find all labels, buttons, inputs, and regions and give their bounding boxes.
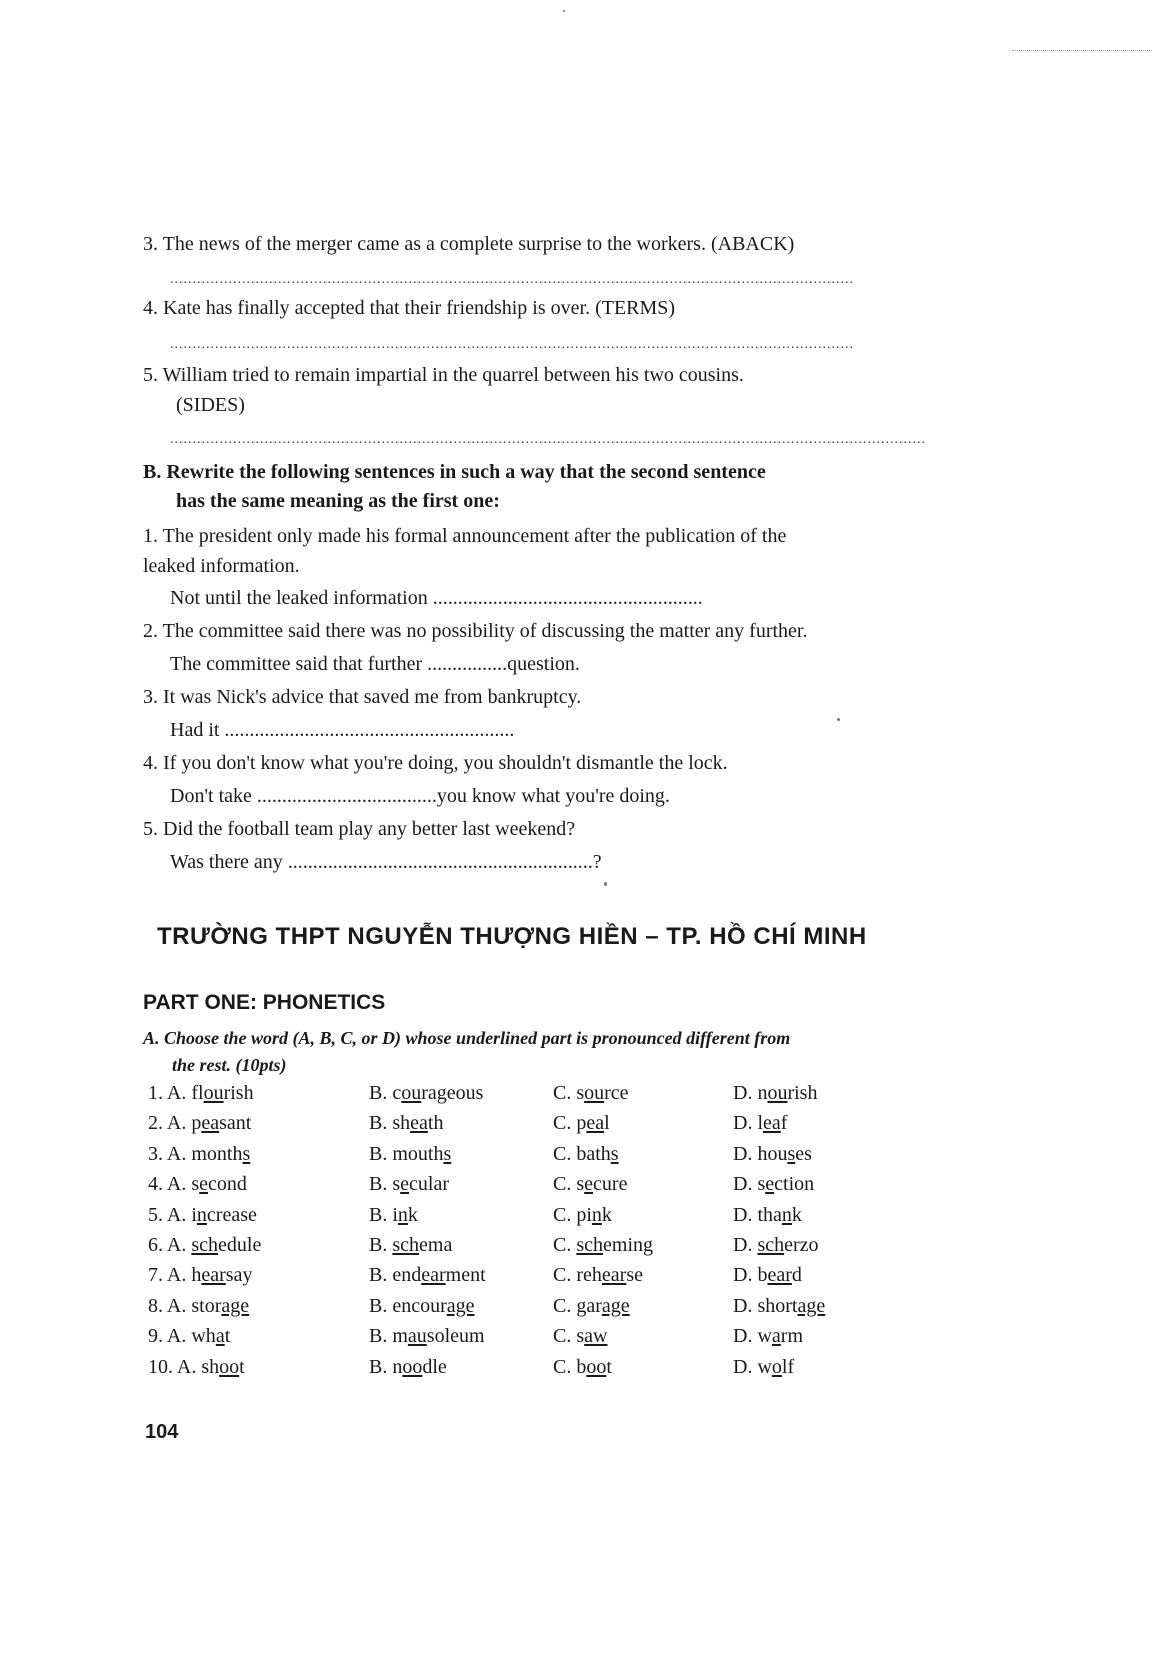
row-number: 5. [148, 1203, 163, 1226]
option-label: B. [369, 1082, 388, 1104]
prompt-b4: Don't take ....................................you know what you're doing. [170, 785, 670, 807]
underlined-part: ear [767, 1264, 792, 1287]
underlined-part: ou [767, 1082, 788, 1104]
option-b [369, 1080, 483, 1106]
underlined-part: n [196, 1203, 207, 1226]
option-c [553, 1293, 630, 1319]
answer-line: ........................................................................................................................................................ [170, 337, 854, 352]
word-part: mouth [392, 1142, 444, 1165]
option-label: B. [369, 1173, 388, 1196]
option-label: B. [369, 1234, 388, 1256]
option-b [369, 1323, 485, 1349]
page-number: 104 [145, 1421, 179, 1443]
option-d [733, 1293, 825, 1319]
option-c [553, 1232, 653, 1258]
option-b [369, 1110, 443, 1136]
sentence-a3 [143, 231, 794, 257]
word-part: es [795, 1142, 812, 1165]
underlined-part: ea [763, 1112, 781, 1135]
row-number: 6. [148, 1234, 163, 1256]
word-part: stor [191, 1294, 222, 1317]
row-number: 3. [148, 1142, 163, 1165]
option-d [733, 1202, 802, 1228]
word-part: crease [206, 1203, 257, 1226]
option-label: D. [733, 1173, 753, 1196]
option-c [553, 1171, 627, 1197]
underlined-part: age [601, 1294, 630, 1317]
option-a [148, 1354, 245, 1380]
option-c [553, 1080, 629, 1106]
word-part: cure [593, 1173, 628, 1196]
underlined-part: s [242, 1142, 251, 1165]
prompt-b5: Was there any .............................................................? [170, 851, 602, 873]
word-part: k [407, 1203, 418, 1226]
option-label: C. [553, 1142, 572, 1165]
word-part: sh [392, 1112, 411, 1135]
underlined-part: oo [219, 1355, 240, 1378]
word-part: i [191, 1203, 197, 1226]
underlined-part: ea [586, 1112, 605, 1135]
word-part: t [606, 1355, 612, 1378]
item-number: 3. [143, 233, 158, 255]
prompt-b1: Not until the leaked information ...................................................... [170, 587, 703, 609]
word-part: short [757, 1294, 798, 1317]
underlined-part: a [771, 1325, 781, 1348]
underlined-part: sch [757, 1234, 785, 1256]
option-label: D. [733, 1355, 753, 1378]
underlined-part: s [443, 1142, 452, 1165]
word-part: l [757, 1112, 764, 1135]
option-b [369, 1262, 486, 1288]
option-label: A. [166, 1173, 187, 1196]
option-a [148, 1232, 261, 1258]
underlined-part: ear [201, 1264, 226, 1287]
phonetics-row [0, 1171, 1169, 1199]
word-part: n [757, 1082, 768, 1104]
option-c [553, 1354, 612, 1380]
option-label: A. [166, 1264, 187, 1287]
word-part: b [757, 1264, 768, 1287]
row-number: 2. [148, 1112, 163, 1135]
underlined-part: ou [584, 1082, 605, 1104]
word-part: wh [191, 1325, 216, 1348]
phonetics-row [0, 1323, 1169, 1351]
word-part: w [757, 1355, 772, 1378]
option-a [148, 1262, 252, 1288]
word-part: f [780, 1112, 788, 1135]
option-label: B. [369, 1142, 388, 1165]
underlined-part: n [397, 1203, 408, 1226]
sentence-b5: 5. Did the football team play any better last weekend? [143, 818, 576, 840]
word-part: cond [208, 1173, 247, 1196]
phonetics-row [0, 1141, 1169, 1169]
word-part: s [576, 1325, 585, 1348]
option-label: A. [166, 1142, 187, 1165]
underlined-part: ea [410, 1112, 428, 1135]
prompt-b3: Had it .......................................................... [170, 719, 515, 741]
option-label: D. [733, 1264, 753, 1287]
word-part: cular [409, 1173, 450, 1196]
option-b [369, 1293, 475, 1319]
option-label: C. [553, 1294, 572, 1317]
scan-speck [563, 10, 565, 12]
word-part: s [191, 1173, 200, 1196]
word-part: rish [787, 1082, 818, 1104]
option-c [553, 1141, 619, 1167]
option-label: B. [369, 1264, 388, 1287]
option-label: C. [553, 1325, 572, 1348]
underlined-part: ear [601, 1264, 627, 1287]
word-part: edule [218, 1234, 262, 1256]
word-part: erzo [784, 1234, 819, 1256]
option-label: A. [176, 1355, 197, 1378]
option-label: B. [369, 1203, 388, 1226]
word-part: bath [576, 1142, 611, 1165]
word-part: s [576, 1173, 585, 1196]
option-label: A. [166, 1234, 187, 1256]
instruction: A. Choose the word (A, B, C, or D) whose underlined part is pronounced different from [143, 1028, 791, 1048]
phonetics-row [0, 1293, 1169, 1321]
word-part: end [392, 1264, 422, 1287]
underlined-part: sch [392, 1234, 420, 1256]
option-label: B. [369, 1294, 388, 1317]
underlined-part: age [797, 1294, 826, 1317]
underlined-part: sch [576, 1234, 604, 1256]
underlined-part: oo [586, 1355, 607, 1378]
option-label: A. [166, 1325, 187, 1348]
phonetics-row [0, 1354, 1169, 1382]
word-part: rce [604, 1082, 629, 1104]
option-a [148, 1171, 247, 1197]
word-part: t [239, 1355, 245, 1378]
answer-line: ........................................................................................................................................................................ [170, 432, 926, 447]
word-part: k [601, 1203, 612, 1226]
word-part: soleum [426, 1325, 485, 1348]
word-part: month [191, 1142, 243, 1165]
scan-speck [604, 882, 607, 886]
option-label: B. [369, 1355, 388, 1378]
word-part: p [576, 1112, 587, 1135]
word-part: t [224, 1325, 231, 1348]
underlined-part: e [584, 1173, 594, 1196]
underlined-part: ou [203, 1082, 224, 1104]
word-part: hou [757, 1142, 788, 1165]
underlined-part: au [407, 1325, 427, 1348]
option-a [148, 1141, 250, 1167]
word-part: k [791, 1203, 802, 1226]
option-d [733, 1171, 814, 1197]
underlined-part: ou [401, 1082, 422, 1104]
word-part: ment [445, 1264, 486, 1287]
underlined-part: e [199, 1173, 209, 1196]
option-label: A. [166, 1082, 187, 1104]
word-part: s [576, 1082, 585, 1104]
option-b [369, 1171, 449, 1197]
phonetics-row [0, 1110, 1169, 1138]
word-part: d [791, 1264, 802, 1287]
option-label: C. [553, 1234, 572, 1256]
instruction-cont: the rest. (10pts) [172, 1055, 287, 1075]
sentence-b1: 1. The president only made his formal announcement after the publication of the [143, 525, 787, 547]
scan-dots [1012, 50, 1152, 53]
option-c [553, 1262, 643, 1288]
option-label: B. [369, 1112, 388, 1135]
word-part: l [604, 1112, 610, 1135]
option-b [369, 1354, 447, 1380]
option-label: C. [553, 1112, 572, 1135]
option-label: D. [733, 1325, 753, 1348]
underlined-part: e [765, 1173, 775, 1196]
word-part: lf [781, 1355, 795, 1378]
underlined-part: a [215, 1325, 225, 1348]
word-part: tha [757, 1203, 782, 1226]
word-part: i [392, 1203, 398, 1226]
underlined-part: sch [191, 1234, 219, 1256]
option-label: C. [553, 1355, 572, 1378]
option-label: A. [166, 1203, 187, 1226]
underlined-part: n [781, 1203, 792, 1226]
option-label: C. [553, 1082, 572, 1104]
word-part: h [191, 1264, 202, 1287]
underlined-part: age [221, 1294, 250, 1317]
sentence-a5 [143, 362, 744, 388]
row-number: 1. [148, 1082, 163, 1104]
option-label: C. [553, 1203, 572, 1226]
option-d [733, 1080, 817, 1106]
option-d [733, 1232, 819, 1258]
row-number: 8. [148, 1294, 163, 1317]
item-number: 5. [143, 364, 158, 386]
word-part: pi [576, 1203, 592, 1226]
option-a [148, 1293, 249, 1319]
word-part: s [392, 1173, 401, 1196]
option-label: D. [733, 1203, 753, 1226]
word-part: encour [392, 1294, 447, 1317]
school-title: TRƯỜNG THPT NGUYỄN THƯỢNG HIỀN – TP. HỒ CHÍ MINH [157, 923, 867, 950]
phonetics-row [0, 1080, 1169, 1108]
underlined-part: ea [201, 1112, 220, 1135]
answer-line: ........................................................................................................................................................ [170, 272, 854, 287]
section-b-heading-cont: has the same meaning as the first one: [176, 490, 500, 512]
sentence-b1-cont: leaked information. [143, 555, 300, 577]
option-a [148, 1080, 254, 1106]
word-part: n [392, 1355, 403, 1378]
phonetics-row [0, 1232, 1169, 1260]
word-part: m [392, 1325, 408, 1348]
word-part: rish [223, 1082, 254, 1104]
phonetics-row [0, 1262, 1169, 1290]
phonetics-row [0, 1202, 1169, 1230]
option-d [733, 1354, 794, 1380]
word-part: sant [219, 1112, 252, 1135]
option-c [553, 1202, 612, 1228]
word-part: ema [419, 1234, 453, 1256]
scan-speck [837, 718, 840, 721]
word-part: rm [780, 1325, 804, 1348]
word-part: eming [603, 1234, 654, 1256]
option-label: C. [553, 1264, 572, 1287]
item-text: Kate has finally accepted that their friendship is over. (TERMS) [163, 297, 676, 319]
option-a [148, 1202, 257, 1228]
underlined-part: s [610, 1142, 619, 1165]
word-part: reh [576, 1264, 602, 1287]
section-b-heading: B. Rewrite the following sentences in such a way that the second sentence [143, 461, 766, 483]
option-b [369, 1141, 451, 1167]
item-number: 4. [143, 297, 158, 319]
option-a [148, 1323, 230, 1349]
word-part: p [191, 1112, 202, 1135]
prompt-b2: The committee said that further ................question. [170, 653, 580, 675]
item-text: William tried to remain impartial in the quarrel between his two cousins. [162, 364, 744, 386]
item-text: The news of the merger came as a complete surprise to the workers. (ABACK) [162, 233, 795, 255]
row-number: 7. [148, 1264, 163, 1287]
sentence-a5-cont: (SIDES) [176, 394, 245, 416]
word-part: s [757, 1173, 766, 1196]
word-part: gar [576, 1294, 602, 1317]
option-d [733, 1323, 803, 1349]
row-number: 10. [148, 1355, 173, 1378]
underlined-part: ear [421, 1264, 446, 1287]
underlined-part: s [787, 1142, 796, 1165]
option-label: C. [553, 1173, 572, 1196]
option-b [369, 1202, 418, 1228]
option-d [733, 1110, 787, 1136]
option-label: D. [733, 1234, 753, 1256]
sentence-b2: 2. The committee said there was no possibility of discussing the matter any further. [143, 620, 808, 642]
word-part: b [576, 1355, 587, 1378]
underlined-part: oo [402, 1355, 423, 1378]
word-part: say [225, 1264, 253, 1287]
option-label: D. [733, 1112, 753, 1135]
word-part: rageous [421, 1082, 484, 1104]
part-title: PART ONE: PHONETICS [143, 991, 386, 1014]
word-part: fl [191, 1082, 204, 1104]
word-part: th [427, 1112, 444, 1135]
word-part: sh [201, 1355, 220, 1378]
option-label: B. [369, 1325, 388, 1348]
option-label: A. [166, 1294, 187, 1317]
word-part: w [757, 1325, 772, 1348]
word-part: c [392, 1082, 402, 1104]
word-part: ction [774, 1173, 815, 1196]
word-part: se [626, 1264, 643, 1287]
option-a [148, 1110, 251, 1136]
underlined-part: o [771, 1355, 782, 1378]
option-b [369, 1232, 452, 1258]
option-label: A. [166, 1112, 187, 1135]
option-d [733, 1141, 812, 1167]
underlined-part: n [591, 1203, 602, 1226]
row-number: 9. [148, 1325, 163, 1348]
option-c [553, 1323, 607, 1349]
option-label: D. [733, 1142, 753, 1165]
word-part: dle [422, 1355, 447, 1378]
option-label: D. [733, 1294, 753, 1317]
row-number: 4. [148, 1173, 163, 1196]
sentence-b3: 3. It was Nick's advice that saved me from bankruptcy. [143, 686, 582, 708]
underlined-part: e [400, 1173, 410, 1196]
underlined-part: aw [584, 1325, 608, 1348]
option-c [553, 1110, 610, 1136]
sentence-b4: 4. If you don't know what you're doing, you shouldn't dismantle the lock. [143, 752, 728, 774]
sentence-a4 [143, 295, 675, 321]
underlined-part: age [446, 1294, 475, 1317]
option-d [733, 1262, 802, 1288]
option-label: D. [733, 1082, 753, 1104]
